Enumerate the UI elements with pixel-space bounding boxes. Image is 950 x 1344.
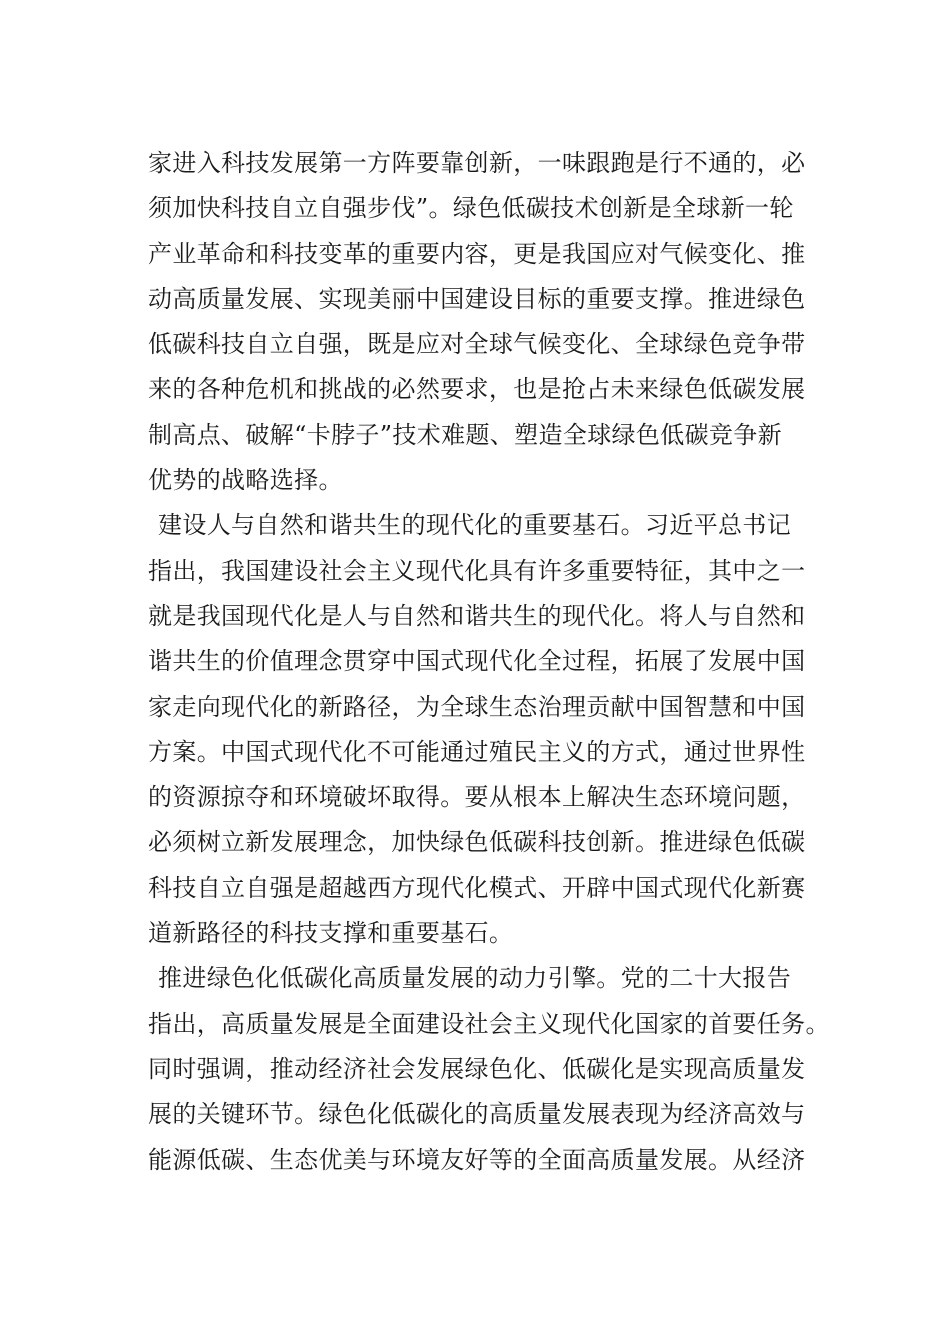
- text-line: 优势的战略选择。: [148, 466, 343, 495]
- text-line: 就是我国现代化是人与自然和谐共生的现代化。将人与自然和: [148, 601, 806, 630]
- text-line: 建设人与自然和谐共生的现代化的重要基石。习近平总书记: [158, 511, 792, 540]
- text-line: 推进绿色化低碳化高质量发展的动力引擎。党的二十大报告: [158, 964, 792, 993]
- text-line: 来的各种危机和挑战的必然要求，也是抢占未来绿色低碳发展: [148, 375, 806, 404]
- text-line: 指出，高质量发展是全面建设社会主义现代化国家的首要任务。: [148, 1009, 830, 1038]
- paragraph-2: [148, 503, 838, 956]
- text-line: 展的关键环节。绿色化低碳化的高质量发展表现为经济高效与: [148, 1100, 806, 1129]
- paragraph-3: [148, 956, 838, 1182]
- text-line: 指出，我国建设社会主义现代化具有许多重要特征，其中之一: [148, 556, 806, 585]
- text-line: 道新路径的科技支撑和重要基石。: [148, 919, 514, 948]
- text-line: 谐共生的价值理念贯穿中国式现代化全过程，拓展了发展中国: [148, 647, 806, 676]
- paragraph-1: [148, 141, 838, 503]
- text-line: 科技自立自强是超越西方现代化模式、开辟中国式现代化新赛: [148, 873, 806, 902]
- text-line: 家走向现代化的新路径，为全球生态治理贡献中国智慧和中国: [148, 692, 806, 721]
- text-line: 低碳科技自立自强，既是应对全球气候变化、全球绿色竞争带: [148, 330, 806, 359]
- text-line: 动高质量发展、实现美丽中国建设目标的重要支撑。推进绿色: [148, 284, 806, 313]
- text-line: 家进入科技发展第一方阵要靠创新，一味跟跑是行不通的，必: [148, 149, 806, 177]
- text-line: 产业革命和科技变革的重要内容，更是我国应对气候变化、推: [148, 239, 806, 268]
- text-line: 同时强调，推动经济社会发展绿色化、低碳化是实现高质量发: [148, 1054, 806, 1083]
- body-text: [148, 141, 838, 1183]
- text-line: 须加快科技自立自强步伐”。绿色低碳技术创新是全球新一轮: [148, 194, 794, 223]
- text-line: 的资源掠夺和环境破坏取得。要从根本上解决生态环境问题，: [148, 783, 806, 812]
- text-line: 能源低碳、生态优美与环境友好等的全面高质量发展。从经济: [148, 1145, 806, 1174]
- text-line: 方案。中国式现代化不可能通过殖民主义的方式，通过世界性: [148, 737, 806, 766]
- text-line: 制高点、破解“卡脖子”技术难题、塑造全球绿色低碳竞争新: [148, 420, 782, 449]
- text-line: 必须树立新发展理念，加快绿色低碳科技创新。推进绿色低碳: [148, 828, 806, 857]
